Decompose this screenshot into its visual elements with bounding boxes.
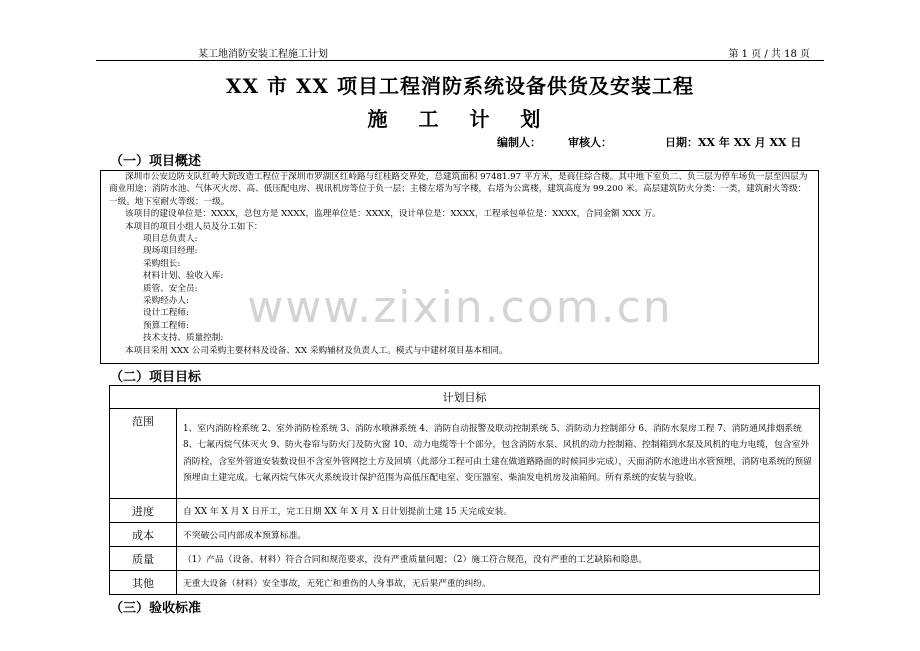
- overview-box: [100, 170, 819, 364]
- role-item: 项目总负责人:: [143, 234, 198, 245]
- section-heading-acceptance: （三）验收标准: [110, 601, 202, 616]
- row-label: 进度: [110, 499, 177, 523]
- overview-paragraph: 该项目的建设单位是：XXXX，总包方是 XXXX，监理单位是：XXXX，设计单位是：XXXX，工程承包单位是：XXXX，合同金额 XXX 万。: [125, 209, 661, 220]
- overview-paragraph: 深圳市公安边防支队红岭大院改造工程位于深圳市罗湖区红岭路与红桂路交界处，总建筑面积 97481.97 平方米，是商住综合楼。其中地下室负二、负三层为停车场负一层至四层为商业用途；消防水池、气体灭火房、高、低压配电房、视讯机房等位于负一层；主楼左塔为写字楼，右塔为公寓楼，建筑高度为 99.200 米。高层建筑防火分类：一类，建筑耐火等级：一级。地下室耐火等级：一级。: [109, 172, 808, 207]
- table-row: [110, 386, 820, 409]
- table-row: [110, 523, 820, 547]
- row-content: 自 XX 年 X 月 X 日开工，完工日期 XX 年 X 月 X 日计划提前土建 15 天完成安装。: [177, 499, 820, 523]
- overview-closing: 本项目采用 XXX 公司采购主要材料及设备、XX 采购辅材及负责人工。模式与中建材项目基本相同。: [125, 345, 508, 356]
- row-content: （1）产品（设备、材料）符合合同和规范要求，没有严重质量问题；（2）施工符合规范，没有严重的工艺缺陷和隐患。: [177, 547, 820, 571]
- section-heading-goals: （二）项目目标: [110, 370, 202, 385]
- role-item: 采购经办人:: [143, 296, 189, 307]
- row-label: 范围: [110, 409, 177, 499]
- overview-paragraph: 本项目的项目小组人员及分工如下：: [125, 221, 263, 232]
- goals-table: [109, 385, 820, 595]
- role-item: 预算工程师:: [143, 320, 189, 331]
- table-row: [110, 499, 820, 523]
- compiler-label: 编制人：: [497, 136, 541, 149]
- role-item: 技术支持、质量控制:: [143, 333, 224, 344]
- document-title: XX 市 XX 项目工程消防系统设备供货及安装工程: [226, 74, 694, 98]
- header-rule: [96, 60, 824, 61]
- role-item: 采购组长:: [143, 258, 181, 269]
- row-content: 1、室内消防栓系统 2、室外消防栓系统 3、消防水喷淋系统 4、消防自动报警及联动控制系统 5、消防动力控制部分 6、消防水泵房工程 7、消防通风排烟系统 8、七氟丙烷气体灭火 9、防火卷帘与防火门及防火窗 10、动力电缆等十个部分，包含消防水泵、风机的动力控制箱、控制箱到水泵及风机的电力电缆，包含室外消防栓，含室外管道安装数设但不含室外管网挖土方及回填（此部分工程可由土建在做道路路面的时候同步完成），天面消防水池进出水管预埋，消防电系统的预留预埋由土建完成。七氟丙烷气体灭火系统设计保护范围为高低压配电室、变压器室、柴油发电机房及油箱间。所有系统的安装与验收。: [177, 409, 820, 499]
- row-content: 不突破公司内部成本预算标准。: [177, 523, 820, 547]
- role-item: 设计工程师:: [143, 308, 189, 319]
- section-heading-overview: （一）项目概述: [110, 154, 202, 169]
- role-item: 现场项目经理:: [143, 246, 198, 257]
- plan-title-cell: 计划目标: [110, 386, 820, 409]
- row-content: 无重大设备（材料）安全事故，无死亡和重伤的人身事故，无后果严重的纠纷。: [177, 571, 820, 595]
- document-subtitle: 施 工 计 划: [367, 107, 553, 131]
- role-item: 质管、安全员:: [143, 283, 198, 294]
- row-label: 质量: [110, 547, 177, 571]
- running-header-title: 某工地消防安装工程施工计划: [198, 49, 328, 60]
- page-number: 第 1 页 / 共 18 页: [728, 49, 810, 60]
- reviewer-label: 审核人：: [568, 136, 612, 149]
- row-label: 成本: [110, 523, 177, 547]
- watermark-text: www.zixin.com.cn: [247, 282, 673, 333]
- table-row: [110, 571, 820, 595]
- table-row: [110, 547, 820, 571]
- date-label: 日期：XX 年 XX 月 XX 日: [665, 136, 802, 149]
- table-row: [110, 409, 820, 499]
- role-item: 材料计划、验收入库:: [143, 271, 224, 282]
- row-label: 其他: [110, 571, 177, 595]
